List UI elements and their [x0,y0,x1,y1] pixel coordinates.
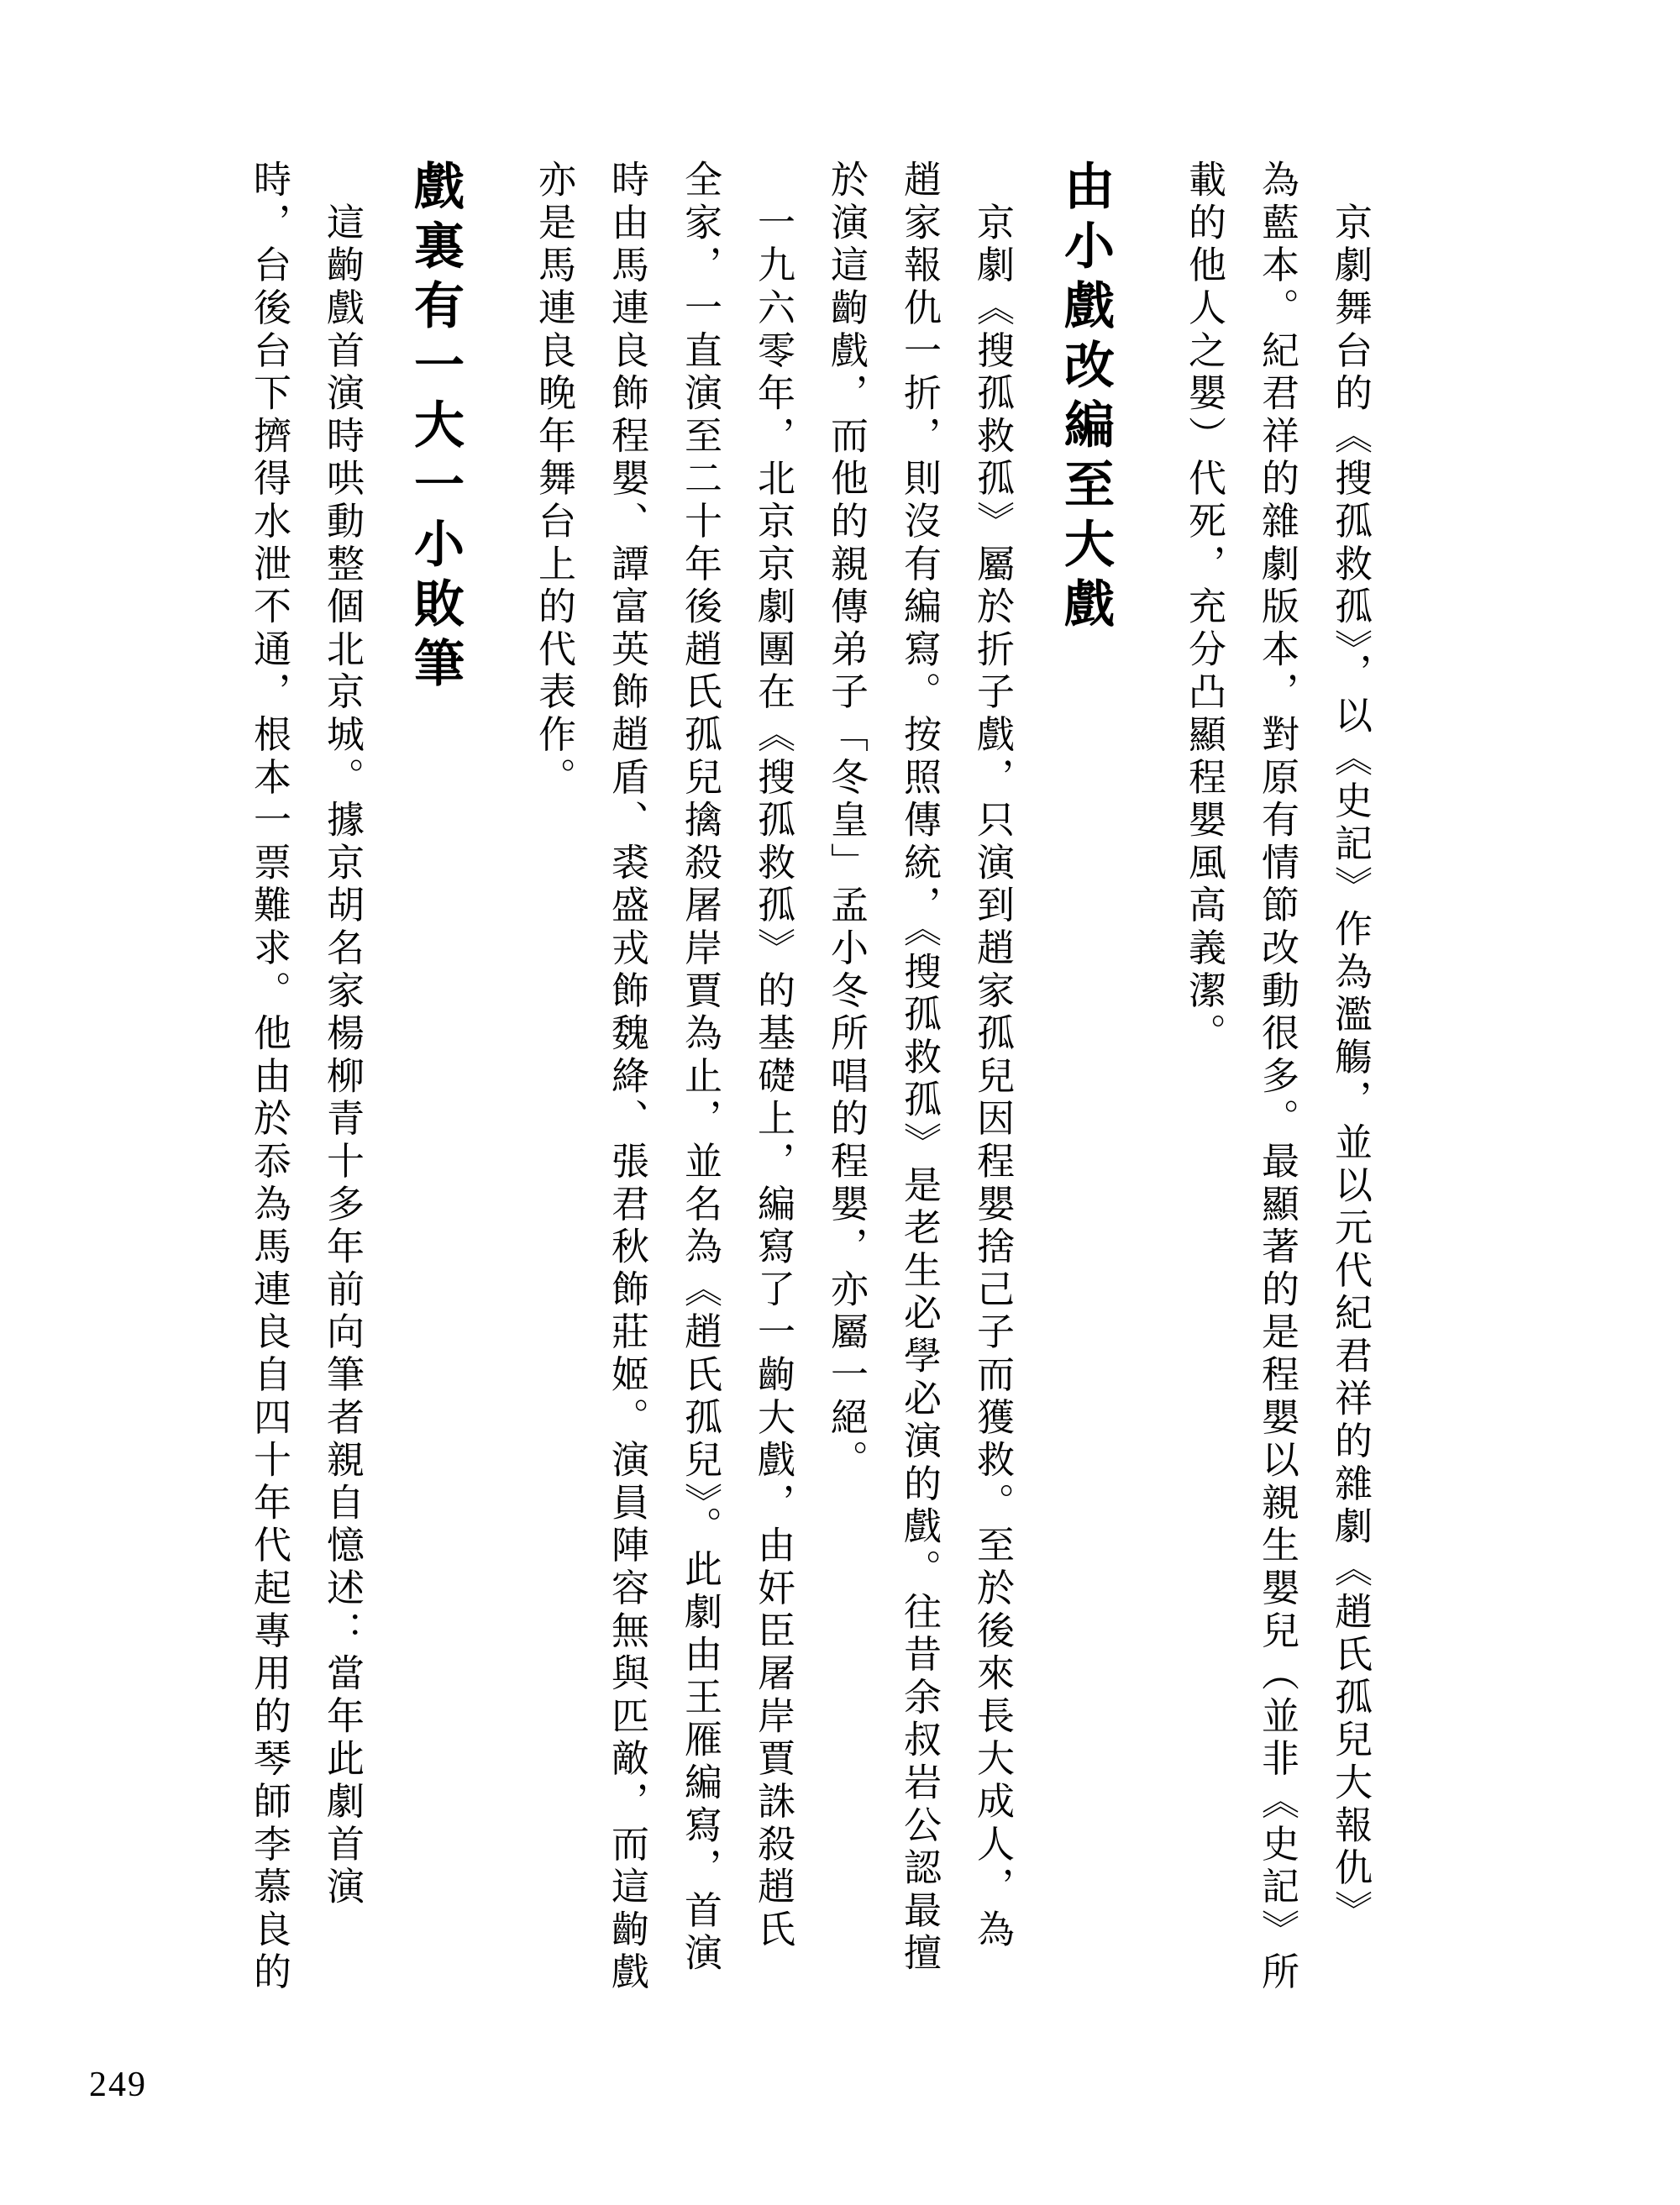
text-column: 京劇舞台的《搜孤救孤》，以《史記》作為濫觴，並以元代紀君祥的雜劇《趙氏孤兒大報仇》 [1329,160,1371,1934]
text-column: 全家，一直演至二十年後趙氏孤兒擒殺屠岸賈為止，並名為《趙氏孤兒》。此劇由王雁編寫，首演 [679,160,721,1976]
paragraph-opening [1167,160,1386,2037]
paragraph-zhezixi [809,160,1028,2037]
section-heading-adaptation: 由小戲改編至大戲 [1058,160,1113,637]
paragraph-premiere [232,160,378,2037]
text-column: 亦是馬連良晚年舞台上的代表作。 [533,160,575,800]
text-column: 京劇《搜孤救孤》屬於折子戲，只演到趙家孤兒因程嬰捨己子而獲救。至於後來長大成人，為 [971,160,1013,1952]
text-column: 一九六零年，北京京劇團在《搜孤救孤》的基礎上，編寫了一齣大戲，由奸臣屠岸賈誅殺趙氏 [752,160,794,1952]
text-column: 於演這齣戲，而他的親傳弟子「冬皇」孟小冬所唱的程嬰，亦屬一絕。 [825,160,867,1483]
text-column: 時，台後台下擠得水泄不通，根本一票難求。他由於忝為馬連良自四十年代起專用的琴師李慕良的 [248,160,290,1995]
text-column: 載的他人之嬰）代死，充分凸顯程嬰風高義潔。 [1183,160,1225,1056]
paragraph-1960-production [517,160,809,2037]
text-column: 趙家報仇一折，則沒有編寫。按照傳統，《搜孤救孤》是老生必學必演的戲。往昔余叔岩公認最擅 [898,160,940,1976]
page-number: 249 [89,2066,147,2104]
section-heading-flaws: 戲裏有一大一小敗筆 [407,160,463,696]
text-column: 這齣戲首演時哄動整個北京城。據京胡名家楊柳青十多年前向筆者親自憶述：當年此劇首演 [321,160,363,1909]
vertical-text-block [232,160,1386,2037]
text-column: 時由馬連良飾程嬰、譚富英飾趙盾、裘盛戎飾魏絳、張君秋飾莊姬。演員陣容無與匹敵，而這齣戲 [606,160,648,1995]
text-column: 為藍本。紀君祥的雜劇版本，對原有情節改動很多。最顯著的是程嬰以親生嬰兒（並非《史記》所 [1256,160,1298,1995]
